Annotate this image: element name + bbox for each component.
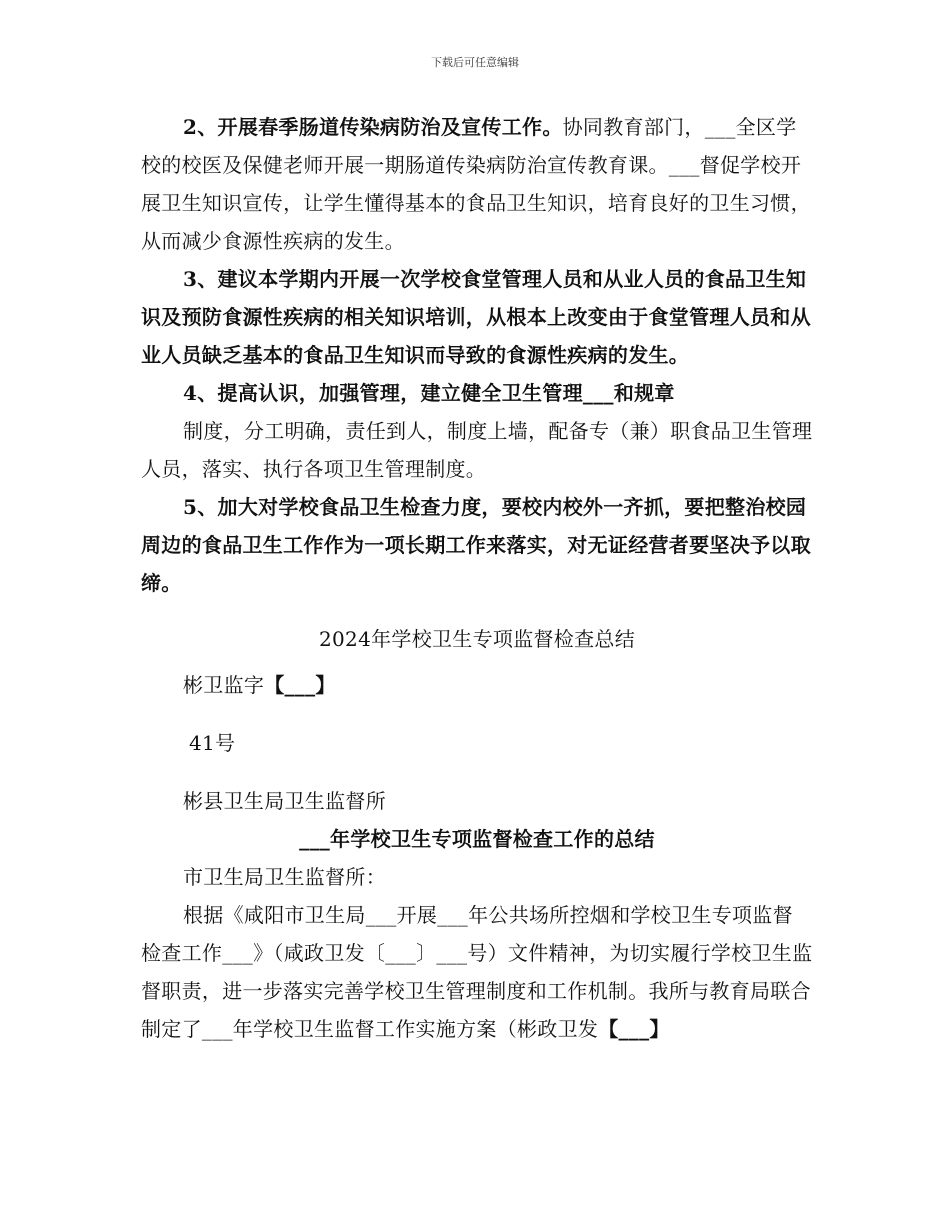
item-2-paragraph — [141, 108, 813, 260]
item-3-paragraph: 3、建议本学期内开展一次学校食堂管理人员和从业人员的食品卫生知识及预防食源性疾病的相关知识培训，从根本上改变由于食堂管理人员和从业人员缺乏基本的食品卫生知识而导致的食源性疾病的发生。 — [141, 267, 811, 367]
recipient: 市卫生局卫生监督所： — [183, 865, 386, 889]
document-number-prefix: 彬卫监字 — [183, 673, 265, 697]
item-2-heading: 2、开展春季肠道传染病防治及宣传工作。 — [183, 115, 563, 139]
body-text: 根据《咸阳市卫生局___开展___年公共场所控烟和学校卫生专项监督检查工作___》（咸政卫发〔___〕___号）文件精神，为切实履行学校卫生监督职责，进一步落实完善学校卫生管理制度和工作机制。我所与教育局联合制定了___年学校卫生监督工作实施方案（彬政卫发 — [141, 903, 813, 1041]
document-number-suffix: 41号 — [189, 731, 236, 755]
document-number — [141, 666, 813, 704]
document-subtitle: ___年学校卫生专项监督检查工作的总结 — [299, 827, 655, 851]
item-4-heading: 4、提高认识，加强管理，建立健全卫生管理___和规章 — [183, 381, 675, 405]
document-number-bracket: 【___】 — [264, 673, 336, 697]
document-content — [141, 108, 813, 1048]
body-end-bracket: 【___】 — [598, 1017, 670, 1041]
page-header: 下载后可任意编辑 — [431, 56, 519, 69]
body-paragraph — [141, 896, 813, 1048]
item-2-body: 协同教育部门，___全区学校的校医及保健老师开展一期肠道传染病防治宣传教育课。___督促学校开展卫生知识宣传，让学生懂得基本的食品卫生知识，培育良好的卫生习惯，从而减少食源性疾病的发生。 — [141, 115, 811, 253]
item-5-paragraph: 5、加大对学校食品卫生检查力度，要校内校外一齐抓，要把整治校园周边的食品卫生工作作为一项长期工作来落实，对无证经营者要坚决予以取缔。 — [141, 495, 811, 595]
document-title: 2024年学校卫生专项监督检查总结 — [319, 627, 635, 651]
issuer: 彬县卫生局卫生监督所 — [183, 789, 386, 813]
item-4-body: 制度，分工明确，责任到人，制度上墙，配备专（兼）职食品卫生管理人员，落实、执行各项卫生管理制度。 — [141, 419, 813, 481]
